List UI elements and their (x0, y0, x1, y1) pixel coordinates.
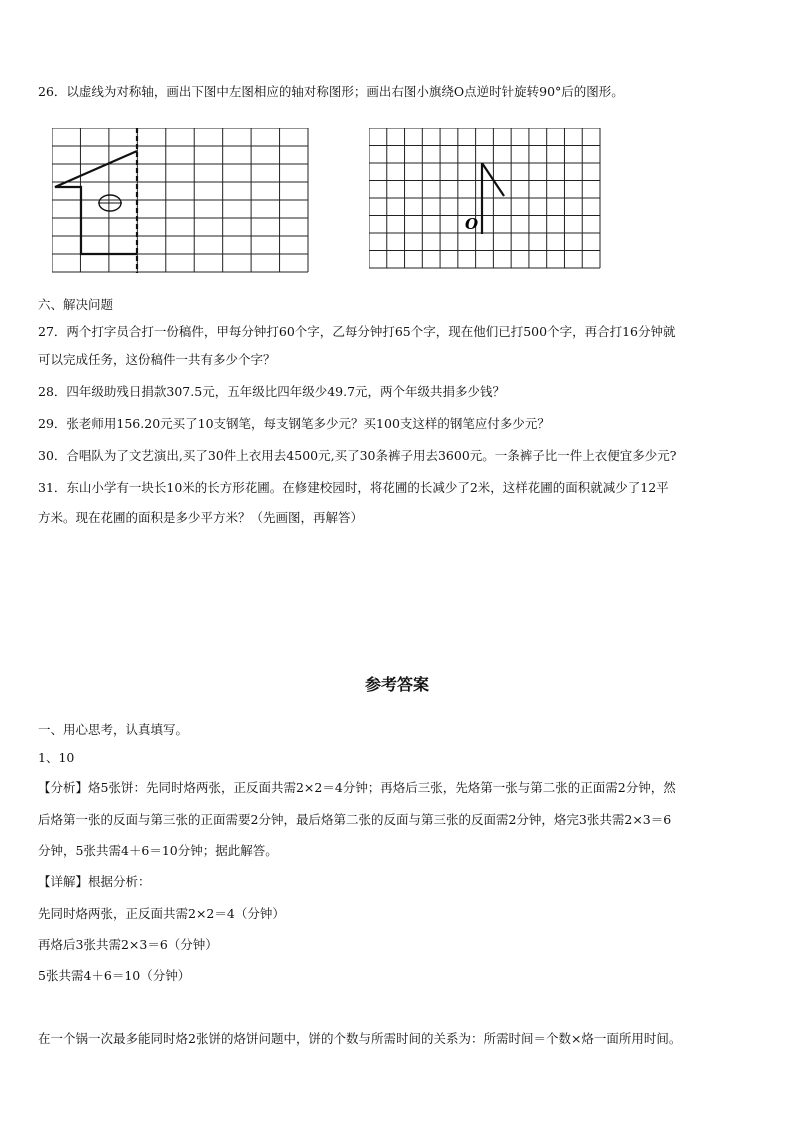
detail-line-1: 先同时烙两张，正反面共需2×2＝4（分钟） (38, 906, 285, 921)
detail-line-3: 5张共需4＋6＝10（分钟） (38, 968, 191, 983)
analysis-line-2: 后烙第一张的反面与第三张的正面需要2分钟，最后烙第二张的反面与第三张的反面需2分钟，烙完3张共需2×3＝6 (38, 812, 672, 827)
section-6-heading: 六、解决问题 (38, 297, 114, 312)
question-27-line-2: 可以完成任务，这份稿件一共有多少个字？ (38, 352, 276, 367)
conclusion-line: 在一个锅一次最多能同时烙2张饼的烙饼问题中，饼的个数与所需时间的关系为：所需时间＝个数×烙一面所用时间。 (38, 1031, 682, 1046)
answer-1: 1、10 (38, 750, 75, 765)
question-27-line-1: 27．两个打字员合打一份稿件，甲每分钟打60个字，乙每分钟打65个字，现在他们已打500个字，再合打16分钟就 (38, 324, 676, 339)
question-30: 30．合唱队为了文艺演出,买了30件上衣用去4500元,买了30条裤子用去3600元。一条裤子比一件上衣便宜多少元? (38, 448, 677, 463)
left-grid-figure (52, 128, 310, 273)
question-31-line-2: 方米。现在花圃的面积是多少平方米？（先画图，再解答） (38, 510, 364, 525)
point-o-label: O (465, 215, 479, 233)
left-shape-outline (55, 151, 137, 254)
question-29: 29．张老师用156.20元买了10支钢笔，每支钢笔多少元？买100支这样的钢笔应付多少元？ (38, 416, 550, 431)
answer-title: 参考答案 (364, 675, 429, 694)
detail-line-2: 再烙后3张共需2×3＝6（分钟） (38, 937, 218, 952)
analysis-line-1: 【分析】烙5张饼：先同时烙两张，正反面共需2×2＝4分钟；再烙后三张，先烙第一张与第二张的正面需2分钟，然 (38, 780, 676, 795)
question-26: 26．以虚线为对称轴，画出下图中左图相应的轴对称图形；画出右图小旗绕O点逆时针旋转90°后的图形。 (38, 84, 624, 99)
right-grid-figure (369, 128, 602, 270)
analysis-line-3: 分钟，5张共需4＋6＝10分钟；据此解答。 (38, 843, 278, 858)
section-1-heading: 一、用心思考，认真填写。 (38, 722, 189, 737)
question-31-line-1: 31．东山小学有一块长10米的长方形花圃。在修建校园时，将花圃的长减少了2米，这样花圃的面积就减少了12平 (38, 480, 669, 495)
detail-heading: 【详解】根据分析： (38, 874, 151, 889)
question-28: 28．四年级助残日捐款307.5元，五年级比四年级少49.7元，两个年级共捐多少钱？ (38, 384, 506, 399)
